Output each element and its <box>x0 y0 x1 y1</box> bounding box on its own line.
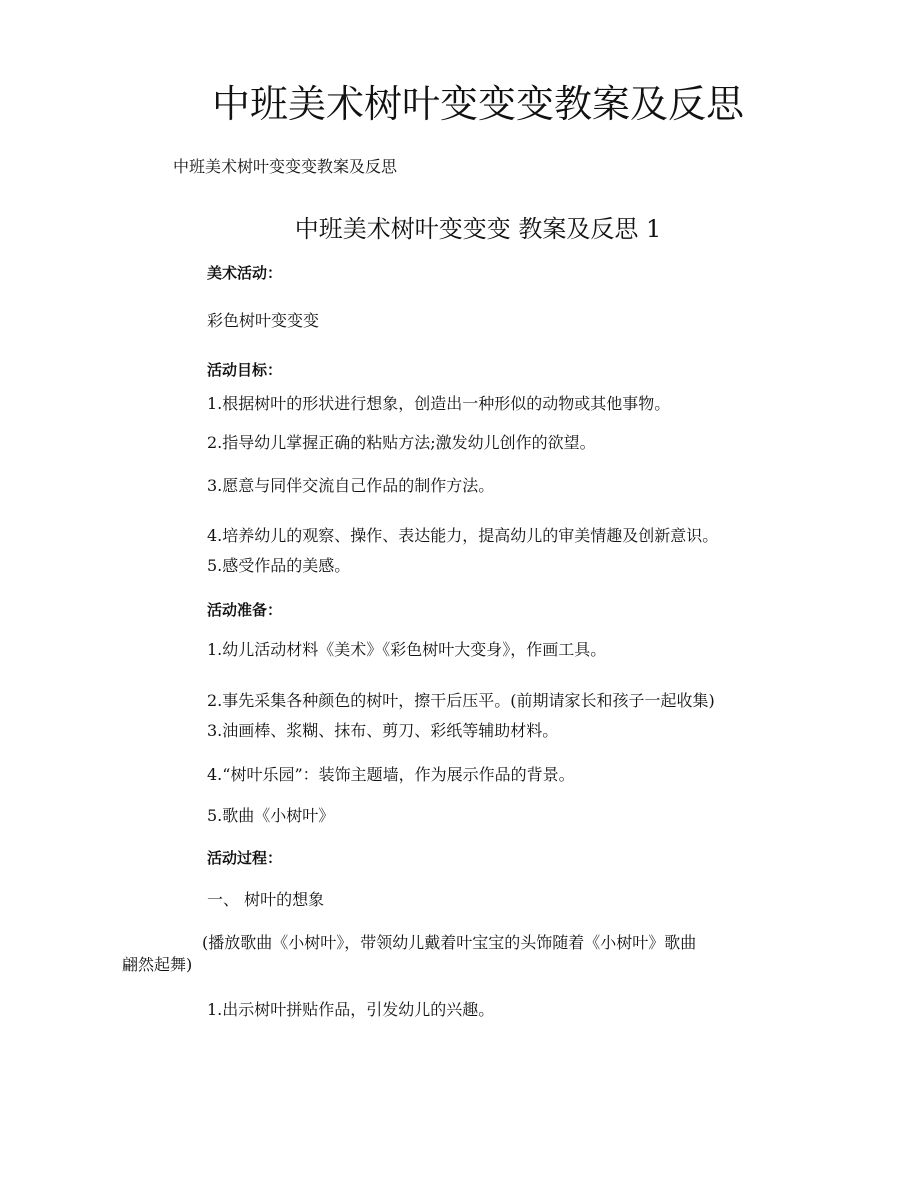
prep-item: 2.事先采集各种颜色的树叶，擦干后压平。(前期请家长和孩子一起收集) <box>207 691 715 710</box>
process-step: 一、 树叶的想象 <box>207 890 325 909</box>
goal-item: 3.愿意与同伴交流自己作品的制作方法。 <box>207 476 495 495</box>
prep-item: 1.幼儿活动材料《美术》《彩色树叶大变身》，作画工具。 <box>207 640 607 659</box>
section-title: 中班美术树叶变变变 教案及反思 1 <box>294 215 662 243</box>
process-item: 1.出示树叶拼贴作品，引发幼儿的兴趣。 <box>207 1000 495 1019</box>
goal-item: 4.培养幼儿的观察、操作、表达能力，提高幼儿的审美情趣及创新意识。 <box>207 526 719 545</box>
document-title: 中班美术树叶变变变教案及反思 <box>211 82 744 126</box>
activity-name: 彩色树叶变变变 <box>207 311 320 330</box>
prep-item: 4.“树叶乐园”：装饰主题墙，作为展示作品的背景。 <box>207 765 575 784</box>
goal-item: 1.根据树叶的形状进行想象，创造出一种形似的动物或其他事物。 <box>207 394 671 413</box>
prep-item: 5.歌曲《小树叶》 <box>207 806 335 825</box>
process-paragraph-cont: 翩然起舞) <box>122 955 193 974</box>
prep-label: 活动准备： <box>207 601 283 619</box>
document-subtitle: 中班美术树叶变变变教案及反思 <box>173 157 398 176</box>
process-paragraph: (播放歌曲《小树叶》，带领幼儿戴着叶宝宝的头饰随着《小树叶》歌曲 <box>202 933 697 952</box>
activity-label: 美术活动： <box>207 264 283 282</box>
prep-item: 3.油画棒、浆糊、抹布、剪刀、彩纸等辅助材料。 <box>207 721 559 740</box>
goal-item: 2.指导幼儿掌握正确的粘贴方法;激发幼儿创作的欲望。 <box>207 433 596 452</box>
goal-item: 5.感受作品的美感。 <box>207 556 351 575</box>
process-label: 活动过程： <box>207 849 283 867</box>
goals-label: 活动目标： <box>207 361 283 379</box>
